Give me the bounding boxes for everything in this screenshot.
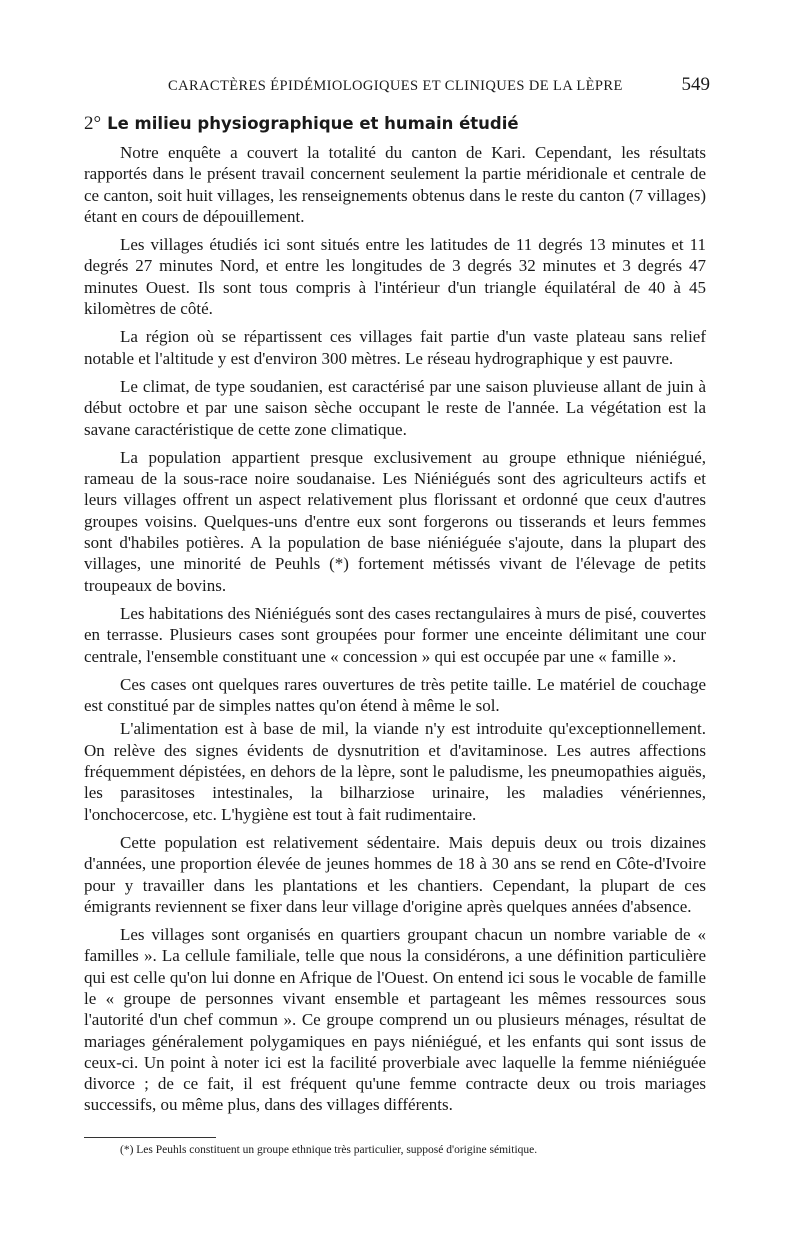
footnote-divider bbox=[84, 1137, 216, 1138]
paragraph: L'alimentation est à base de mil, la viande n'y est introduite qu'exceptionnellement. On relève des signes évidents de dysnutrition et d'avitaminose. Les autres affections fréquemment dépistées, en dehors de la lèpre, sont le paludisme, les pneumopathies aiguës, les parasitoses intestinales, la bilharziose urinaire, les maladies vénériennes, l'onchocercose, etc. L'hygiène est tout à fait rudimentaire. bbox=[84, 719, 706, 824]
running-title: CARACTÈRES ÉPIDÉMIOLOGIQUES ET CLINIQUES DE LA LÈPRE bbox=[168, 78, 623, 94]
footnote: (*) Les Peuhls constituent un groupe ethnique très particulier, supposé d'origine sémitique. bbox=[120, 1144, 538, 1156]
paragraph: Les habitations des Niéniégués sont des cases rectangulaires à murs de pisé, couvertes en terrasse. Plusieurs cases sont groupées pour former une enceinte délimitant une cour centrale, l'ensemble constituant une « concession » qui est occupée par une « famille ». bbox=[84, 603, 706, 666]
paragraph: Cette population est relativement sédentaire. Mais depuis deux ou trois dizaines d'années, une proportion élevée de jeunes hommes de 18 à 30 ans se rend en Côte-d'Ivoire pour y travailler dans les plantations et les chantiers. Cependant, la plupart de ces émigrants reviennent se fixer dans leur village d'origine après quelques années d'absence. bbox=[84, 832, 706, 916]
paragraph: Le climat, de type soudanien, est caractérisé par une saison pluvieuse allant de juin à début octobre et par une saison sèche occupant le reste de l'année. La végétation est la savane caractéristique de cette zone climatique. bbox=[84, 376, 706, 439]
paragraph: Notre enquête a couvert la totalité du canton de Kari. Cependant, les résultats rapportés dans le présent travail concernent seulement la partie méridionale et centrale de ce canton, soit huit villages, les renseignements obtenus dans le reste du canton (7 villages) étant en cours de dépouillement. bbox=[84, 143, 706, 226]
paragraph: Ces cases ont quelques rares ouvertures de très petite taille. Le matériel de couchage est constitué par de simples nattes qu'on étend à même le sol. bbox=[84, 674, 706, 716]
paragraph: Les villages étudiés ici sont situés entre les latitudes de 11 degrés 13 minutes et 11 degrés 27 minutes Nord, et entre les longitudes de 3 degrés 32 minutes et 3 degrés 47 minutes Ouest. Ils sont tous compris à l'intérieur d'un triangle équilatéral de 40 à 45 kilomètres de côté. bbox=[84, 235, 706, 319]
page-number: 549 bbox=[681, 74, 710, 95]
section-number: 2° bbox=[84, 113, 102, 134]
paragraph: Les villages sont organisés en quartiers groupant chacun un nombre variable de « familles ». La cellule familiale, telle que nous la considérons, a une définition particulière qui est celle qu'on lui donne en Afrique de l'Ouest. On entend ici sous le vocable de famille le « groupe de personnes vivant ensemble et partageant les mêmes ressources sous l'autorité d'un chef commun ». Ce groupe comprend un ou plusieurs ménages, résultat de mariages généralement polygamiques en pays niéniégué, et les enfants qui sont issus de ceux-ci. Un point à noter ici est la facilité proverbiale avec laquelle la femme niéniéguée divorce ; de ce fait, il est fréquent qu'une femme contracte deux ou trois mariages successifs, ou même plus, dans des villages différents. bbox=[84, 925, 706, 1115]
body-text bbox=[84, 142, 706, 1123]
section-heading bbox=[84, 113, 704, 135]
paragraph: La population appartient presque exclusivement au groupe ethnique niéniégué, rameau de la sous-race noire soudanaise. Les Niéniégués sont des agriculteurs actifs et leurs villages offrent un aspect relativement plus florissant et ordonné que ceux d'autres groupes voisins. Quelques-uns d'entre eux sont forgerons ou tisserands et leurs femmes sont d'habiles potières. A la population de base niéniéguée s'ajoute, dans la plupart des villages, une minorité de Peuhls (*) fortement métissés vivant de l'élevage de petits troupeaux de bovins. bbox=[84, 447, 706, 595]
running-header bbox=[120, 76, 710, 100]
section-title: Le milieu physiographique et humain étudié bbox=[107, 114, 519, 133]
paragraph: La région où se répartissent ces villages fait partie d'un vaste plateau sans relief notable et l'altitude y est d'environ 300 mètres. Le réseau hydrographique y est pauvre. bbox=[84, 327, 706, 368]
